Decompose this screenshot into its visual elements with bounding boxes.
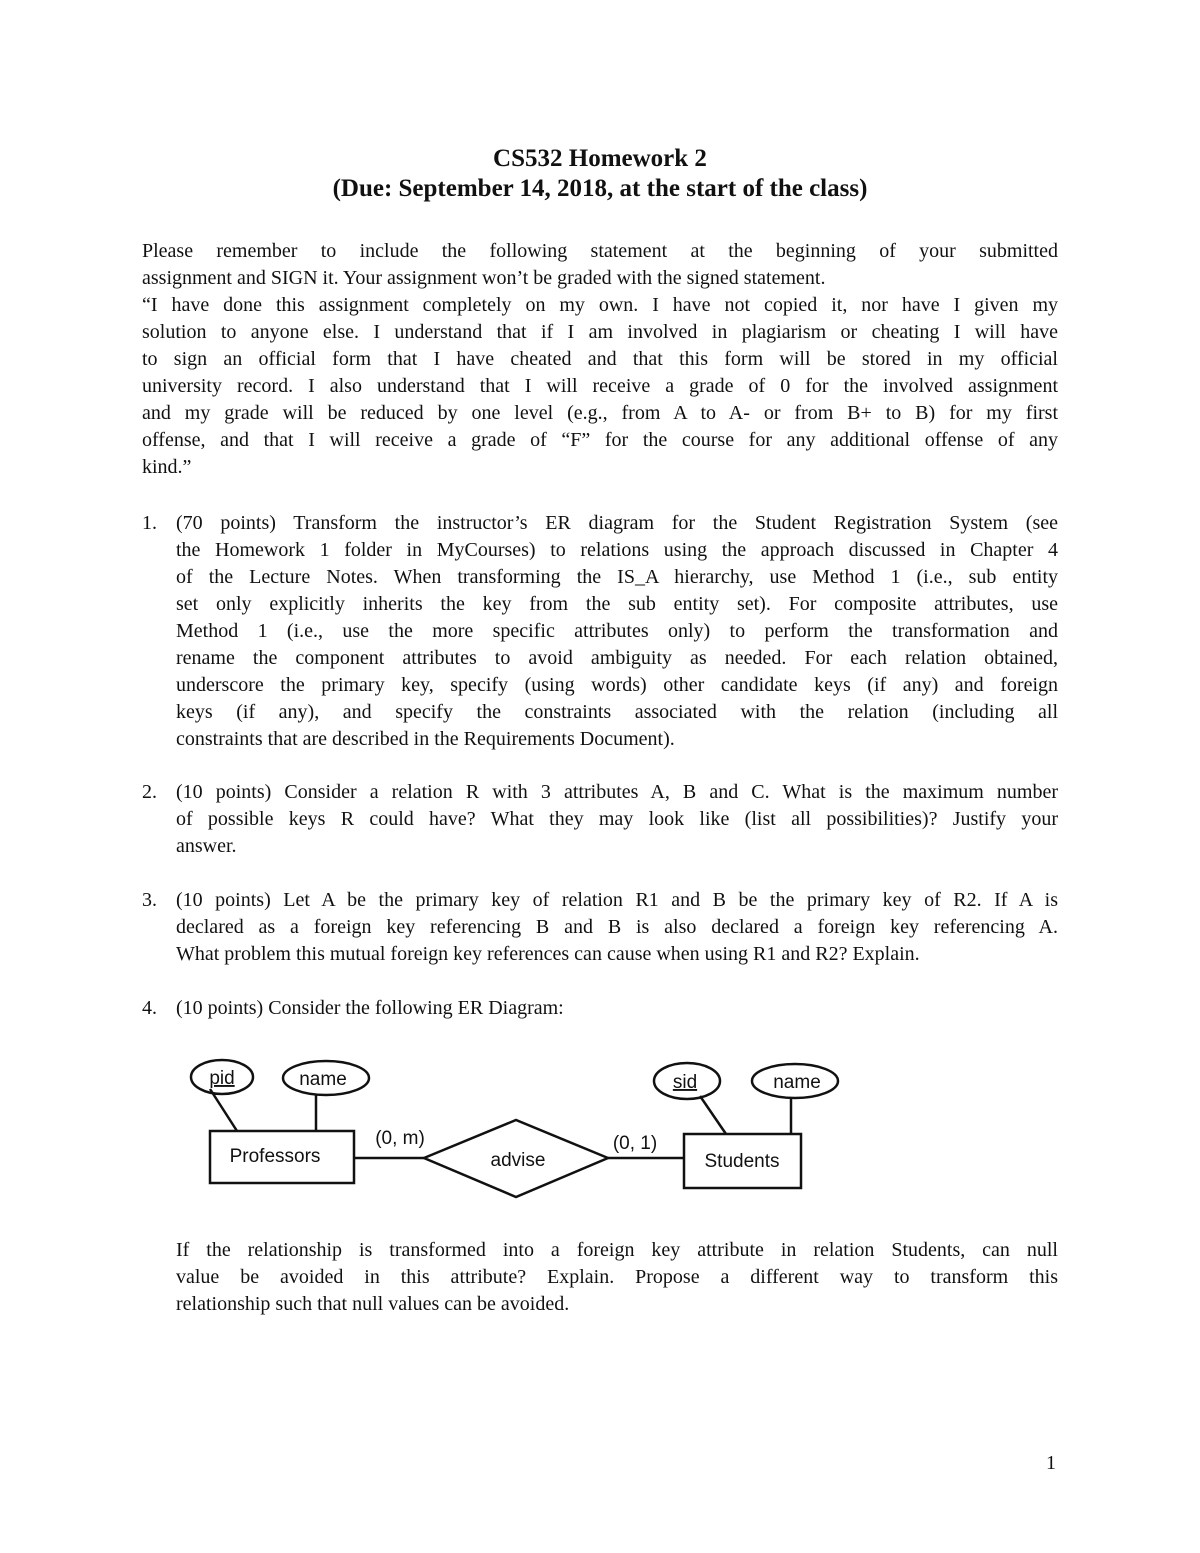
- question-number: 4.: [142, 997, 157, 1019]
- pid-connector: [210, 1089, 237, 1131]
- question-line: of possible keys R could have? What they may look like (list all possibilities)? Justify your: [176, 808, 1058, 830]
- question-line: keys (if any), and specify the constraints associated with the relation (including all: [176, 701, 1058, 723]
- professors-label: Professors: [229, 1146, 321, 1167]
- honor-statement-line: solution to anyone else. I understand that if I am involved in plagiarism or cheating I will have: [142, 321, 1058, 343]
- question-line: (70 points) Transform the instructor’s ER diagram for the Student Registration System (see: [176, 512, 1058, 534]
- intro-line: assignment and SIGN it. Your assignment won’t be graded with the signed statement.: [142, 267, 826, 289]
- question-line: answer.: [176, 835, 237, 857]
- question-line: declared as a foreign key referencing B and B is also declared a foreign key referencing A.: [176, 916, 1058, 938]
- advise-label: advise: [490, 1150, 546, 1171]
- followup-line: If the relationship is transformed into a foreign key attribute in relation Students, can null: [176, 1239, 1058, 1261]
- honor-statement-line: offense, and that I will receive a grade of “F” for the course for any additional offense of any: [142, 429, 1058, 451]
- honor-statement-line: kind.”: [142, 456, 192, 478]
- question-line: of the Lecture Notes. When transforming the IS_A hierarchy, use Method 1 (i.e., sub entity: [176, 566, 1058, 588]
- question-line: the Homework 1 folder in MyCourses) to relations using the approach discussed in Chapter 4: [176, 539, 1058, 561]
- right-cardinality: (0, 1): [612, 1133, 658, 1154]
- question-4: [142, 995, 1058, 1022]
- left-cardinality: (0, m): [375, 1128, 425, 1149]
- er-diagram: [170, 1040, 870, 1210]
- honor-statement-line: “I have done this assignment completely on my own. I have not copied it, nor have I given my: [142, 294, 1058, 316]
- question-line: constraints that are described in the Requirements Document).: [176, 728, 675, 750]
- page-title: CS532 Homework 2: [493, 145, 707, 172]
- name-label-left: name: [299, 1069, 347, 1090]
- page-number: 1: [1046, 1452, 1056, 1474]
- question-line: What problem this mutual foreign key references can cause when using R1 and R2? Explain.: [176, 943, 920, 965]
- question-2: [142, 779, 1058, 860]
- question-1: [142, 510, 1058, 753]
- question-line: (10 points) Consider the following ER Diagram:: [176, 997, 564, 1019]
- sid-label: sid: [672, 1072, 698, 1093]
- question-line: set only explicitly inherits the key from the sub entity set). For composite attributes, use: [176, 593, 1058, 615]
- students-label: Students: [704, 1151, 780, 1172]
- question-line: (10 points) Consider a relation R with 3 attributes A, B and C. What is the maximum number: [176, 781, 1058, 803]
- sid-connector: [700, 1096, 726, 1134]
- question-number: 2.: [142, 781, 157, 803]
- question-number: 3.: [142, 889, 157, 911]
- question-3: [142, 887, 1058, 968]
- name-label-right: name: [773, 1072, 821, 1093]
- honor-statement-line: to sign an official form that I have cheated and that this form will be stored in my official: [142, 348, 1058, 370]
- question-line: underscore the primary key, specify (using words) other candidate keys (if any) and foreign: [176, 674, 1058, 696]
- question-4-followup: [176, 1237, 1058, 1318]
- question-number: 1.: [142, 512, 157, 534]
- question-line: Method 1 (i.e., use the more specific attributes only) to perform the transformation and: [176, 620, 1058, 642]
- intro-line: Please remember to include the following statement at the beginning of your submitted: [142, 240, 1058, 262]
- honor-statement-line: and my grade will be reduced by one level (e.g., from A to A- or from B+ to B) for my first: [142, 402, 1058, 424]
- honor-statement-line: university record. I also understand that I will receive a grade of 0 for the involved assignment: [142, 375, 1058, 397]
- page-subtitle: (Due: September 14, 2018, at the start of the class): [332, 175, 868, 202]
- intro-paragraph: [142, 238, 1058, 481]
- pid-label: pid: [209, 1068, 235, 1089]
- question-line: (10 points) Let A be the primary key of relation R1 and B be the primary key of R2. If A is: [176, 889, 1058, 911]
- followup-line: value be avoided in this attribute? Explain. Propose a different way to transform this: [176, 1266, 1058, 1288]
- question-line: rename the component attributes to avoid ambiguity as needed. For each relation obtained,: [176, 647, 1058, 669]
- followup-line: relationship such that null values can be avoided.: [176, 1293, 570, 1315]
